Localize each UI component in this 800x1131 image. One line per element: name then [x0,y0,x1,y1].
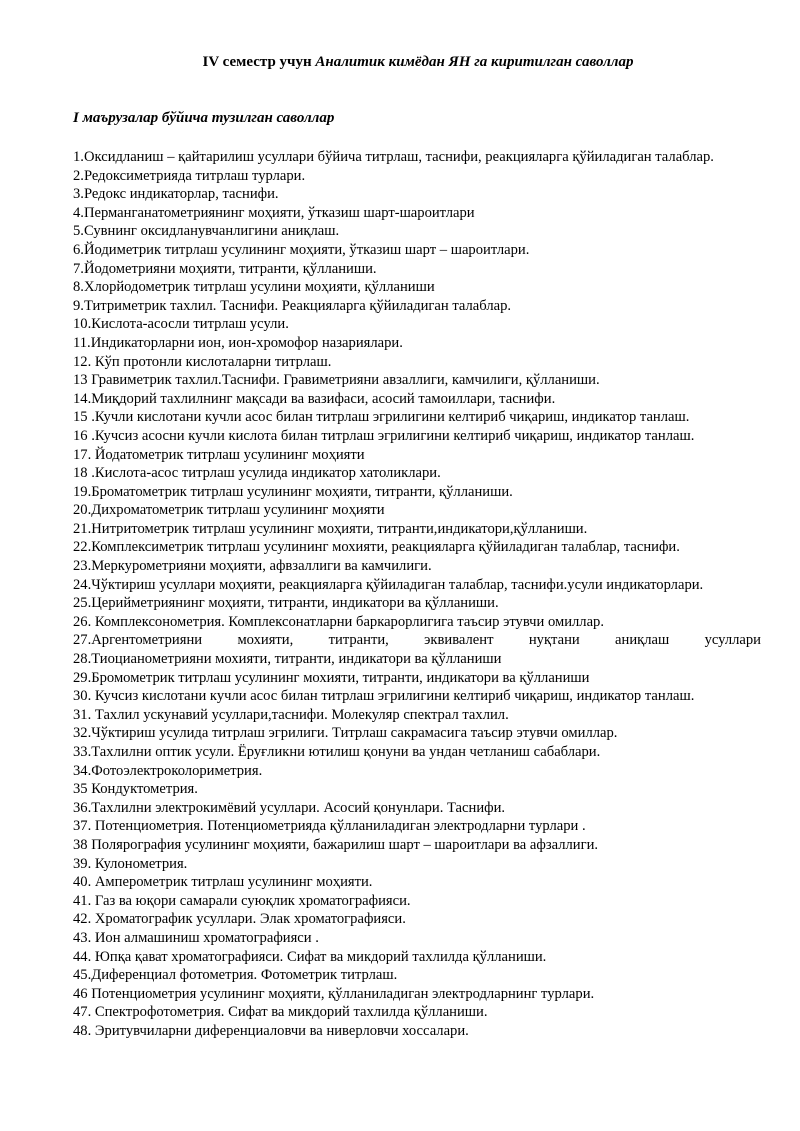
question-item: 28.Тиоцианометрияни мохияти, титранти, индикатори ва қўлланиши [73,651,502,668]
question-item: 48. Эритувчиларни диференциаловчи ва ниверловчи хоссалари. [73,1022,469,1039]
question-item: 15 .Кучли кислотани кучли асос билан титрлаш эгрилигини келтириб чиқариш, индикатор танлаш. [73,409,690,426]
question-list [73,148,761,1041]
question-item: 2.Редоксиметрияда титрлаш турлари. [73,167,306,184]
question-item: 17. Йодатометрик титрлаш усулининг моҳияти [73,446,365,463]
title-subject: Аналитик кимёдан ЯН га киритилган саволлар [315,54,634,70]
question-item: 45.Диференциал фотометрия. Фотометрик титрлаш. [73,967,398,984]
title-prefix: IV семестр учун [202,54,312,70]
question-item: 12. Кўп протонли кислоталарни титрлаш. [73,353,332,370]
question-item: 34.Фотоэлектроколориметрия. [73,762,263,779]
question-item: 9.Титриметрик тахлил. Таснифи. Реакцияларга қўйиладиган талаблар. [73,297,512,314]
question-item: 29.Бромометрик титрлаш усулининг мохияти, титранти, индикатори ва қўлланиши [73,669,590,686]
question-item: 47. Спектрофотометрия. Сифат ва микдорий тахлилда қўлланиши. [73,1004,488,1021]
question-item: 6.Йодиметрик титрлаш усулининг моҳияти, ўтказиш шарт – шароитлари. [73,241,530,258]
question-item: 24.Чўктириш усуллари моҳияти, реакцияларга қўйиладиган талаблар, таснифи.усули индикаторлари. [73,576,704,593]
question-item: 19.Броматометрик титрлаш усулининг моҳияти, титранти, қўлланиши. [73,483,513,500]
question-item: 13 Гравиметрик тахлил.Таснифи. Гравиметрияни авзаллиги, камчилиги, қўлланиши. [73,372,600,389]
question-item: 42. Хроматографик усуллари. Элак хроматографияси. [73,911,406,928]
question-item: 20.Дихроматометрик титрлаш усулининг моҳияти [73,502,385,519]
question-item: 25.Церийметриянинг моҳияти, титранти, индикатори ва қўлланиши. [73,595,499,612]
question-item: 27.Аргентометрияни мохияти, титранти, эквивалент нуқтани аниқлаш усуллари [73,632,761,649]
question-item: 7.Йодометрияни моҳияти, титранти, қўлланиши. [73,260,377,277]
question-item: 22.Комплексиметрик титрлаш усулининг мохияти, реакцияларга қўйиладиган талаблар, таснифи. [73,539,680,556]
question-item: 14.Миқдорий тахлилнинг мақсади ва вазифаси, асосий тамоиллари, таснифи. [73,390,556,407]
question-item: 21.Нитритометрик титрлаш усулининг моҳияти, титранти,индикатори,қўлланиши. [73,520,588,537]
question-item: 35 Кондуктометрия. [73,781,198,798]
question-item: 23.Меркурометрияни моҳияти, афвзаллиги ва камчилиги. [73,558,432,575]
question-item: 26. Комплексонометрия. Комплексонатларни баркарорлигига таъсир этувчи омиллар. [73,613,605,630]
question-item: 37. Потенциометрия. Потенциометрияда қўлланиладиган электродларни турлари . [73,818,586,835]
question-item: 33.Тахлилни оптик усули. Ёруғликни ютилиш қонуни ва ундан четланиш сабаблари. [73,744,601,760]
question-item: 41. Газ ва юқори самарали суюқлик хроматографияси. [73,892,411,909]
question-item: 32.Чўктириш усулида титрлаш эгрилиги. Титрлаш сакрамасига таъсир этувчи омиллар. [73,725,618,742]
question-item: 40. Амперометрик титрлаш усулининг моҳияти. [73,874,373,891]
question-item: 30. Кучсиз кислотани кучли асос билан титрлаш эгрилигини келтириб чиқариш, индикатор танлаш. [73,688,695,705]
question-item: 43. Ион алмашиниш хроматографияси . [73,929,319,946]
question-item: 11.Индикаторларни ион, ион-хромофор назариялари. [73,334,403,351]
question-item: 46 Потенциометрия усулининг моҳияти, қўлланиладиган электродларнинг турлари. [73,985,595,1002]
question-item: 39. Кулонометрия. [73,855,188,872]
question-item: 1.Оксидланиш – қайтарилиш усуллари бўйича титрлаш, таснифи, реакцияларга қўйиладиган талаблар. [73,149,714,165]
question-item: 4.Перманганатометриянинг моҳияти, ўтказиш шарт-шароитлари [73,204,475,221]
question-item: 16 .Кучсиз асосни кучли кислота билан титрлаш эгрилигини келтириб чиқариш, индикатор танлаш. [73,427,695,444]
question-item: 36.Тахлилни электрокимёвий усуллари. Асосий қонунлари. Таснифи. [73,799,506,816]
question-item: 18 .Кислота-асос титрлаш усулида индикатор хатоликлари. [73,465,441,482]
question-item: 10.Кислота-асосли титрлаш усули. [73,316,289,333]
question-item: 38 Полярография усулининг моҳияти, бажарилиш шарт – шароитлари ва афзаллиги. [73,836,599,853]
question-item: 44. Юпқа қават хроматографияси. Сифат ва микдорий тахлилда қўлланиши. [73,948,547,965]
question-item: 31. Тахлил ускунавий усуллари,таснифи. Молекуляр спектрал тахлил. [73,706,509,723]
page-title [0,54,800,71]
question-item: 5.Сувнинг оксидланувчанлигини аниқлаш. [73,223,340,240]
question-item: 3.Редокс индикаторлар, таснифи. [73,186,279,203]
section-heading: I маърузалар бўйича тузилган саволлар [73,110,335,126]
question-item: 8.Хлорйодометрик титрлаш усулини моҳияти, қўлланиши [73,279,435,296]
